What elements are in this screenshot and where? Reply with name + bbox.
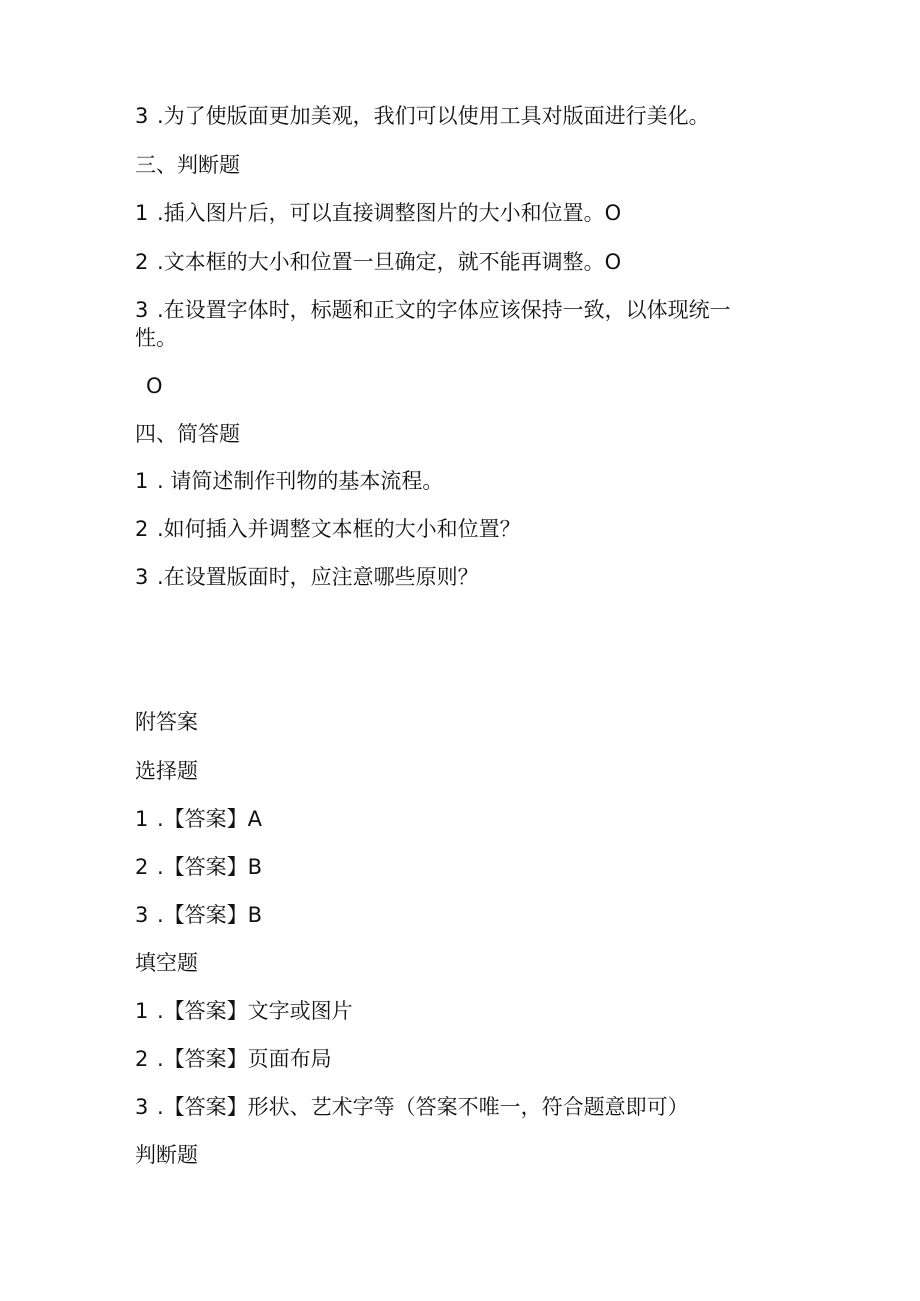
question-text: .为了使版面更加美观，我们可以使用工具对版面进行美化。 xyxy=(157,104,710,128)
question-4-3 xyxy=(135,563,479,591)
question-number: 3 xyxy=(135,298,149,322)
answer-number: 2 xyxy=(135,1047,149,1071)
question-number: 2 xyxy=(135,517,149,541)
question-number: 3 xyxy=(135,565,149,589)
question-4-1 xyxy=(135,467,443,495)
answer-text: .【答案】A xyxy=(157,807,263,831)
answer-text: .【答案】B xyxy=(157,903,263,927)
question-3-3 xyxy=(135,296,731,324)
answer-choice-2 xyxy=(135,853,262,881)
question-number: 1 xyxy=(135,469,149,493)
answer-text: .【答案】页面布局 xyxy=(157,1047,332,1071)
question-3-3-continued: 性。 xyxy=(135,326,177,350)
answers-choice-heading: 选择题 xyxy=(135,759,198,783)
answer-fill-2 xyxy=(135,1045,332,1073)
answer-text: .【答案】形状、艺术字等（答案不唯一，符合题意即可） xyxy=(157,1095,689,1119)
answer-number: 3 xyxy=(135,903,149,927)
answer-choice-3 xyxy=(135,901,262,929)
question-number: 3 xyxy=(135,104,149,128)
section-heading-short-answer: 四、简答题 xyxy=(135,422,240,446)
answers-fill-heading: 填空题 xyxy=(135,951,198,975)
answer-number: 3 xyxy=(135,1095,149,1119)
answer-number: 2 xyxy=(135,855,149,879)
answer-mark: O xyxy=(146,374,163,398)
question-4-2 xyxy=(135,515,521,543)
answer-choice-1 xyxy=(135,805,262,833)
answer-text: .【答案】B xyxy=(157,855,263,879)
section-heading-judgement: 三、判断题 xyxy=(135,153,240,177)
question-text: .在设置字体时，标题和正文的字体应该保持一致，以体现统一 xyxy=(157,298,731,322)
question-3-2 xyxy=(135,248,621,276)
question-3-1 xyxy=(135,199,621,227)
question-text: .在设置版面时，应注意哪些原则？ xyxy=(157,565,479,589)
answer-number: 1 xyxy=(135,807,149,831)
question-text: .如何插入并调整文本框的大小和位置？ xyxy=(157,517,521,541)
question-2-3 xyxy=(135,102,710,130)
question-number: 1 xyxy=(135,201,149,225)
answer-fill-1 xyxy=(135,997,353,1025)
answer-number: 1 xyxy=(135,999,149,1023)
question-text: .插入图片后，可以直接调整图片的大小和位置。O xyxy=(157,201,622,225)
answer-fill-3 xyxy=(135,1093,689,1121)
question-text: . 请简述制作刊物的基本流程。 xyxy=(157,469,444,493)
question-text: .文本框的大小和位置一旦确定，就不能再调整。O xyxy=(157,250,622,274)
answers-judge-heading: 判断题 xyxy=(135,1143,198,1167)
answers-heading: 附答案 xyxy=(135,710,198,734)
answer-text: .【答案】文字或图片 xyxy=(157,999,353,1023)
question-number: 2 xyxy=(135,250,149,274)
